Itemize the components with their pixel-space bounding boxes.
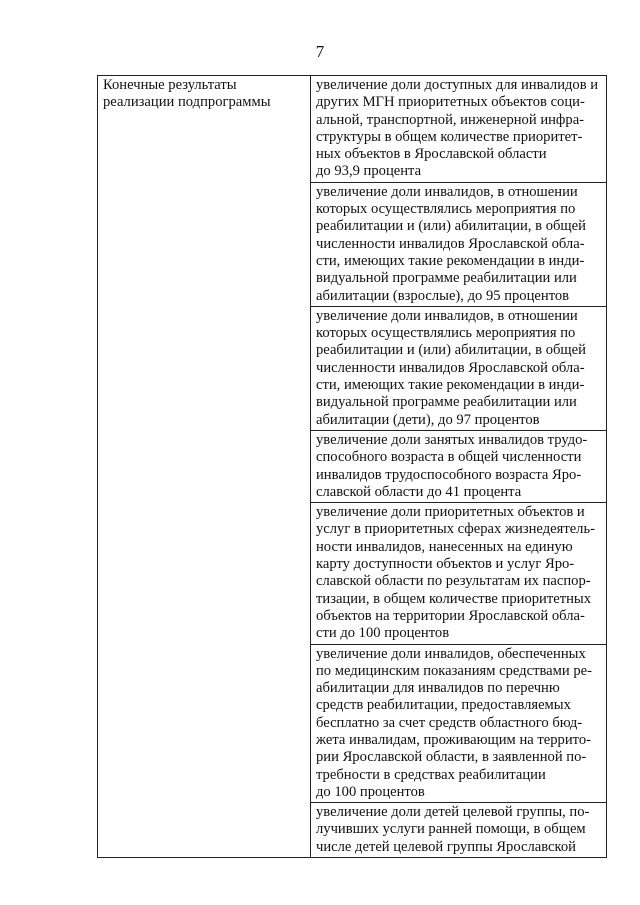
result-line: жета инвалидам, проживающим на террито-: [316, 731, 591, 748]
result-line: численности инвалидов Ярославской обла-: [316, 359, 585, 376]
result-line: карту доступности объектов и услуг Яро-: [316, 556, 575, 573]
result-cell: [311, 430, 607, 502]
result-line: ности инвалидов, нанесенных на единую: [316, 538, 573, 555]
result-line: славской области по результатам их паспор-: [316, 573, 591, 590]
result-line: бесплатно за счет средств областного бюд-: [316, 714, 583, 731]
result-line: требности в средствах реабилитации: [316, 766, 546, 783]
result-line: числе детей целевой группы Ярославской: [316, 838, 576, 855]
result-line: по медицинским показаниям средствами ре-: [316, 662, 592, 679]
result-line: которых осуществлялись мероприятия по: [316, 201, 576, 218]
result-line: до 100 процентов: [316, 783, 425, 800]
label-line: реализации подпрограммы: [103, 94, 271, 111]
result-line: абилитации (дети), до 97 процентов: [316, 411, 540, 428]
result-line: численности инвалидов Ярославской обла-: [316, 235, 585, 252]
result-line: структуры в общем количестве приоритет-: [316, 128, 583, 145]
result-line: способного возраста в общей численности: [316, 449, 582, 466]
result-line: реабилитации и (или) абилитации, в общей: [316, 342, 586, 359]
result-line: альной, транспортной, инженерной инфра-: [316, 111, 585, 128]
result-line: сти, имеющих такие рекомендации в инди-: [316, 252, 585, 269]
result-line: реабилитации и (или) абилитации, в общей: [316, 218, 586, 235]
result-line: услуг в приоритетных сферах жизнедеятель-: [316, 521, 595, 538]
result-line: увеличение доли инвалидов, в отношении: [316, 307, 578, 324]
result-line: увеличение доли инвалидов, обеспеченных: [316, 645, 586, 662]
result-line: видуальной программе реабилитации или: [316, 394, 577, 411]
result-cell: [311, 182, 607, 306]
result-line: славской области до 41 процента: [316, 483, 522, 500]
result-line: тизации, в общем количестве приоритетных: [316, 590, 591, 607]
result-line: абилитации для инвалидов по перечню: [316, 680, 560, 697]
result-line: ных объектов в Ярославской области: [316, 146, 547, 163]
label-line: Конечные результаты: [103, 77, 237, 93]
page-number: 7: [315, 42, 325, 61]
result-line: увеличение доли детей целевой группы, по-: [316, 804, 590, 821]
result-line: до 93,9 процента: [316, 163, 422, 180]
result-line: увеличение доли инвалидов, в отношении: [316, 183, 578, 200]
result-line: видуальной программе реабилитации или: [316, 270, 577, 287]
result-cell: [311, 803, 607, 858]
result-line: других МГН приоритетных объектов соци-: [316, 94, 585, 111]
result-cell: [311, 306, 607, 430]
result-line: рии Ярославской области, в заявленной по-: [316, 749, 587, 766]
result-cell: [311, 503, 607, 644]
result-line: инвалидов трудоспособного возраста Яро-: [316, 466, 582, 483]
label-cell: [98, 76, 311, 858]
result-line: которых осуществлялись мероприятия по: [316, 325, 576, 342]
result-cell: [311, 76, 607, 183]
result-line: увеличение доли доступных для инвалидов и: [316, 77, 599, 93]
result-cell: [311, 644, 607, 803]
result-line: средств реабилитации, предоставляемых: [316, 697, 571, 714]
result-line: абилитации (взрослые), до 95 процентов: [316, 287, 570, 304]
table-row: [98, 76, 607, 183]
result-line: увеличение доли приоритетных объектов и: [316, 504, 585, 521]
result-line: лучивших услуги ранней помощи, в общем: [316, 821, 586, 838]
result-line: увеличение доли занятых инвалидов трудо-: [316, 431, 588, 448]
result-line: сти, имеющих такие рекомендации в инди-: [316, 377, 585, 394]
result-line: сти до 100 процентов: [316, 625, 450, 642]
results-table: [97, 75, 607, 858]
result-line: объектов на территории Ярославской обла-: [316, 607, 585, 624]
